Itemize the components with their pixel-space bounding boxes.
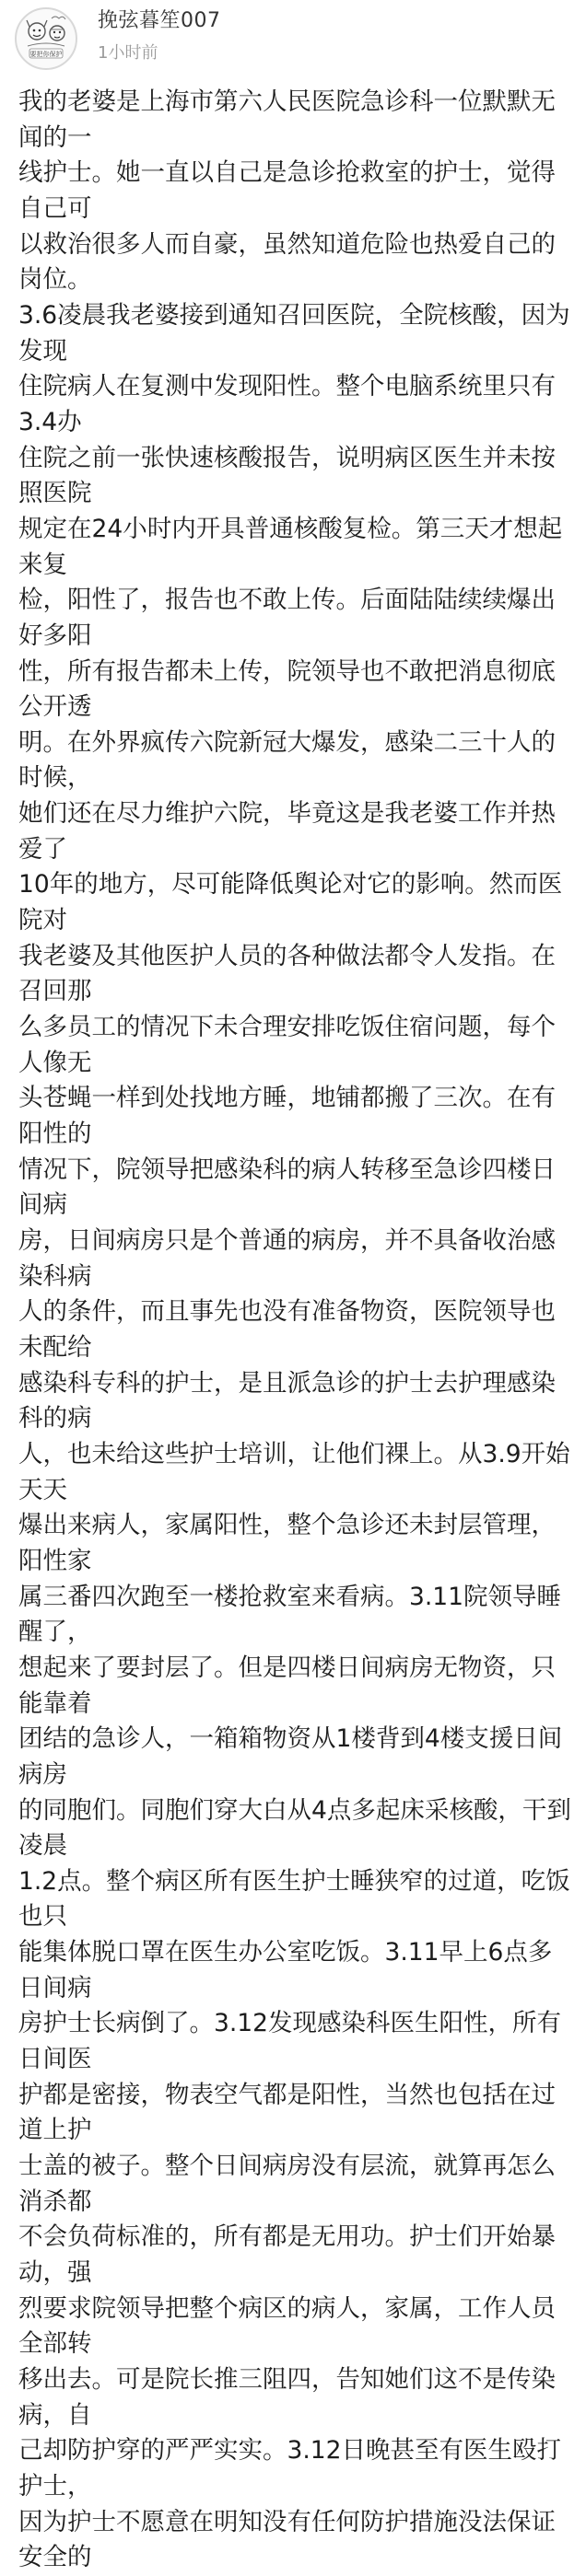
user-avatar[interactable] — [15, 7, 77, 70]
post-time: 1小时前 — [98, 43, 158, 63]
author-name[interactable]: 挽弦暮笙007 — [98, 9, 221, 32]
post-body-text: 我的老婆是上海市第六人民医院急诊科一位默默无闻的一 线护士。她一直以自己是急诊抢救室的护士，觉得自己可 以救治很多人而自豪，虽然知道危险也热爱自己的岗位。 3.6凌晨我老婆接到通知召回医院，全院核酸，因为发现 住院病人在复测中发现阳性。整个电脑系统里只有3.4办 住院之前一张快速核酸报告，说明病区医生并未按照医院 规定在24小时内开具普通核酸复检。第三天才想起来复 检，阳性了，报告也不敢上传。后面陆陆续续爆出好多阳 性，所有报告都未上传，院领导也不敢把消息彻底公开透 明。在外界疯传六院新冠大爆发，感染二三十人的时候， 她们还在尽力维护六院，毕竟这是我老婆工作并热爱了 10年的地方，尽可能降低舆论对它的影响。然而医院对 我老婆及其他医护人员的各种做法都令人发指。在召回那 么多员工的情况下未合理安排吃饭住宿问题，每个人像无 头苍蝇一样到处找地方睡，地铺都搬了三次。在有阳性的 情况下，院领导把感染科的病人转移至急诊四楼日间病 房，日间病房只是个普通的病房，并不具备收治感染科病 人的条件，而且事先也没有准备物资，医院领导也未配给 感染科专科的护士，是且派急诊的护士去护理感染科的病 人，也未给这些护士培训，让他们裸上。从3.9开始天天 爆出来病人，家属阳性，整个急诊还未封层管理，阳性家 属三番四次跑至一楼抢救室来看病。3.11院领导睡醒了， 想起来了要封层了。但是四楼日间病房无物资，只能靠着 团结的急诊人，一箱箱物资从1楼背到4楼支援日间病房 的同胞们。同胞们穿大白从4点多起床采核酸，干到凌晨 1.2点。整个病区所有医生护士睡狭窄的过道，吃饭也只 能集体脱口罩在医生办公室吃饭。3.11早上6点多日间病 房护士长病倒了。3.12发现感染科医生阳性，所有日间医 护都是密接，物表空气都是阳性，当然也包括在过道上护 士盖的被子。整个日间病房没有层流，就算再怎么消杀都 不会负荷标准的，所有都是无用功。护士们开始暴动，强 烈要求院领导把整个病区的病人，家属，工作人员全部转 移出去。可是院长推三阻四，告知她们这不是传染病，自 己却防护穿的严严实实。3.12日晚甚至有医生殴打护士， 因为护士不愿意在明知没有任何防护措施没法保证安全的 — [18, 87, 571, 2572]
avatar-caption: 要把你保护 — [29, 51, 63, 58]
post-header — [0, 0, 586, 79]
cartoon-doodle-avatar-icon — [17, 9, 76, 68]
